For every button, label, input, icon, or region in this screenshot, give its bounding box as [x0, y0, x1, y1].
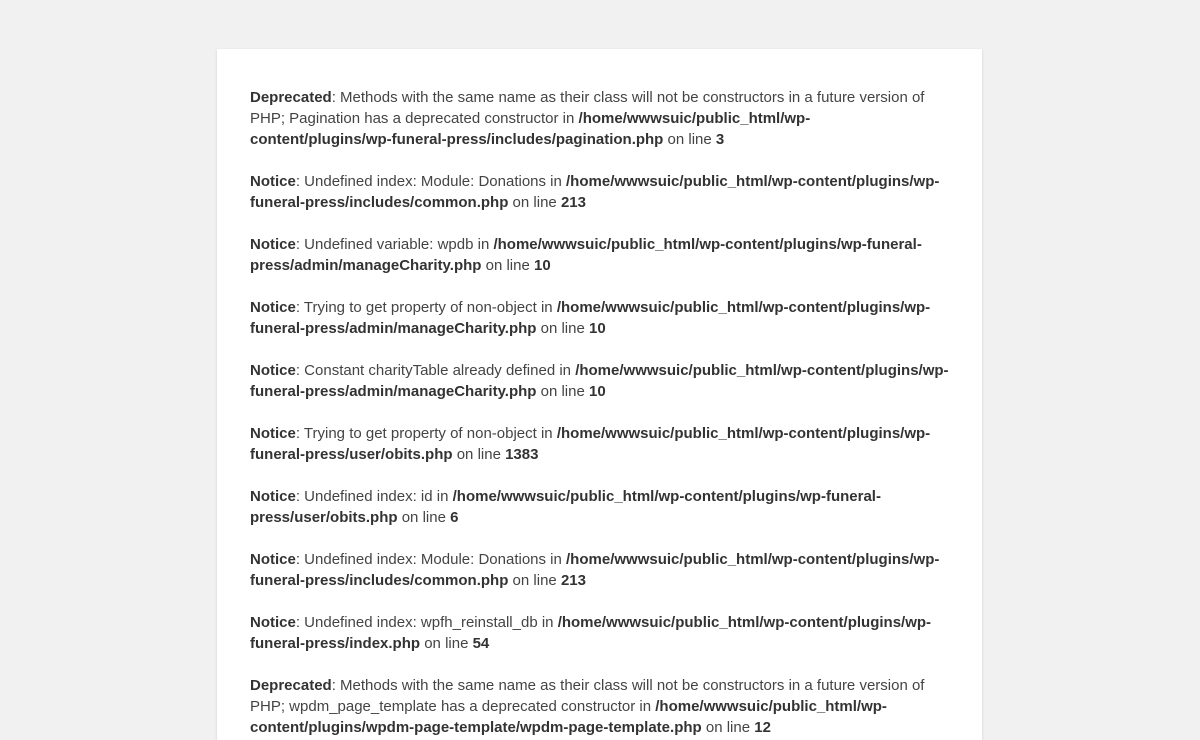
error-file-path: /home/wwwsuic/public_html/wp-content/plugins/wp-funeral-press/includes/common.php: [250, 551, 940, 589]
error-message: [250, 675, 950, 738]
error-line-number: 213: [560, 572, 586, 589]
error-on-line-label: on line: [508, 194, 561, 211]
error-line-number: 3: [715, 131, 725, 148]
error-on-line-label: on line: [481, 257, 534, 274]
error-message: [250, 612, 950, 654]
error-level: Notice: [250, 425, 296, 442]
error-message: [250, 549, 950, 591]
error-on-line-label: on line: [536, 383, 589, 400]
error-on-line-label: on line: [536, 320, 589, 337]
error-file-path: /home/wwwsuic/public_html/wp-content/plugins/wp-funeral-press/includes/pagination.php: [250, 110, 811, 148]
error-message: [250, 297, 950, 339]
error-text: : Methods with the same name as their class will not be constructors in a future version of PHP; Pagination has a deprecated constructor in: [250, 89, 925, 127]
error-message: [250, 234, 950, 276]
error-on-line-label: on line: [701, 719, 755, 736]
error-file-path: /home/wwwsuic/public_html/wp-content/plugins/wp-funeral-press/user/obits.php: [250, 488, 881, 526]
error-message: [250, 171, 950, 213]
error-level: Notice: [250, 614, 296, 631]
error-line-number: 6: [450, 509, 459, 526]
error-file-path: /home/wwwsuic/public_html/wp-content/plugins/wp-funeral-press/admin/manageCharity.php: [250, 299, 931, 337]
php-error-messages-box: [217, 49, 982, 740]
error-file-path: /home/wwwsuic/public_html/wp-content/plugins/wp-funeral-press/admin/manageCharity.php: [250, 236, 922, 274]
error-level: Deprecated: [250, 89, 332, 106]
error-level: Notice: [250, 299, 296, 316]
error-message: [250, 87, 950, 150]
error-level: Notice: [250, 362, 296, 379]
error-on-line-label: on line: [508, 572, 561, 589]
error-level: Notice: [250, 236, 296, 253]
error-on-line-label: on line: [397, 509, 451, 526]
error-file-path: /home/wwwsuic/public_html/wp-content/plugins/wp-funeral-press/includes/common.php: [250, 173, 940, 211]
error-line-number: 12: [754, 719, 771, 736]
error-level: Notice: [250, 173, 296, 190]
error-line-number: 10: [589, 320, 606, 337]
error-text: : Constant charityTable already defined in: [295, 362, 576, 379]
error-level: Notice: [250, 551, 296, 568]
error-message: [250, 486, 950, 528]
error-level: Deprecated: [250, 677, 332, 694]
error-file-path: /home/wwwsuic/public_html/wp-content/plugins/wp-funeral-press/admin/manageCharity.php: [250, 362, 949, 400]
error-text: : Methods with the same name as their class will not be constructors in a future version of PHP; wpdm_page_template has a deprecated constructor in: [250, 677, 925, 715]
error-message: [250, 360, 950, 402]
error-text: : Undefined index: Module: Donations in: [295, 173, 567, 190]
error-text: : Undefined variable: wpdb in: [295, 236, 494, 253]
error-text: : Undefined index: wpfh_reinstall_db in: [295, 614, 558, 631]
error-line-number: 1383: [505, 446, 539, 463]
error-message: [250, 423, 950, 465]
error-line-number: 213: [560, 194, 586, 211]
error-text: : Undefined index: Module: Donations in: [295, 551, 567, 568]
error-file-path: /home/wwwsuic/public_html/wp-content/plugins/wp-funeral-press/index.php: [250, 614, 932, 652]
error-level: Notice: [250, 488, 296, 505]
error-line-number: 10: [534, 257, 551, 274]
error-text: : Undefined index: id in: [295, 488, 453, 505]
error-line-number: 10: [589, 383, 606, 400]
error-text: : Trying to get property of non-object in: [295, 299, 557, 316]
error-file-path: /home/wwwsuic/public_html/wp-content/plugins/wp-funeral-press/user/obits.php: [250, 425, 931, 463]
error-on-line-label: on line: [452, 446, 506, 463]
error-on-line-label: on line: [420, 635, 473, 652]
error-text: : Trying to get property of non-object in: [295, 425, 557, 442]
error-on-line-label: on line: [663, 131, 716, 148]
error-line-number: 54: [472, 635, 490, 652]
error-file-path: /home/wwwsuic/public_html/wp-content/plugins/wpdm-page-template/wpdm-page-template.php: [250, 698, 887, 736]
